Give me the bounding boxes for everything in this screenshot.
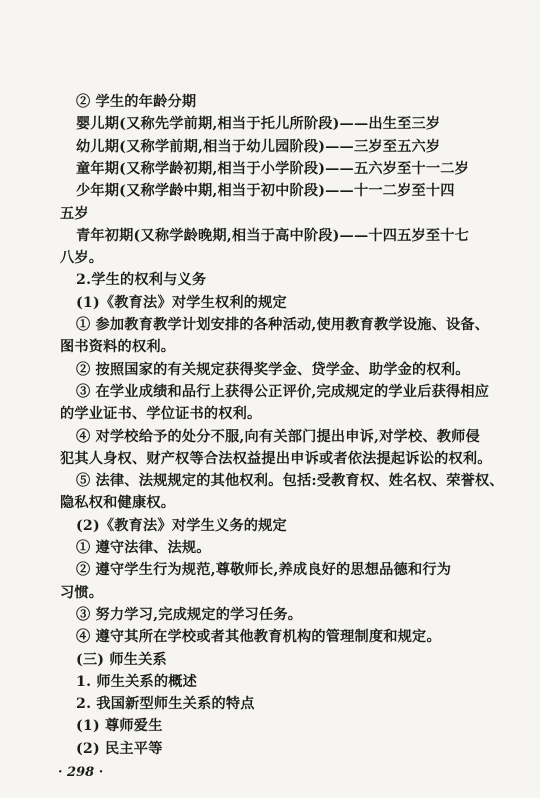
text-line: (1)《教育法》对学生权利的规定 — [76, 294, 287, 311]
text-line: 婴儿期(又称先学前期,相当于托儿所阶段)——出生至三岁 — [76, 116, 441, 133]
text-line: ③ 努力学习,完成规定的学习任务。 — [76, 606, 303, 623]
text-line: ④ 对学校给予的处分不服,向有关部门提出申诉,对学校、教师侵 — [76, 428, 480, 445]
text-line: 1. 师生关系的概述 — [76, 673, 198, 690]
text-line: 的学业证书、学位证书的权利。 — [60, 406, 262, 423]
text-line: 2.学生的权利与义务 — [76, 272, 207, 289]
text-line: 2. 我国新型师生关系的特点 — [76, 696, 255, 713]
page-number: · 298 · — [58, 765, 104, 780]
text-line: ② 按照国家的有关规定获得奖学金、贷学金、助学金的权利。 — [76, 361, 470, 378]
text-line: 八岁。 — [60, 250, 104, 267]
text-line: ① 参加教育教学计划安排的各种活动,使用教育教学设施、设备、 — [76, 317, 490, 333]
text-line: (2)《教育法》对学生义务的规定 — [76, 517, 287, 534]
text-line: 童年期(又称学龄初期,相当于小学阶段)——五六岁至十一二岁 — [76, 160, 470, 177]
text-line: 青年初期(又称学龄晚期,相当于高中阶段)——十四五岁至十七 — [76, 227, 470, 244]
text-line: ② 遵守学生行为规范,尊敬师长,养成良好的思想品德和行为 — [76, 562, 452, 579]
text-line: 幼儿期(又称学前期,相当于幼儿园阶段)——三岁至五六岁 — [76, 138, 441, 155]
text-line: ③ 在学业成绩和品行上获得公正评价,完成规定的学业后获得相应 — [76, 383, 490, 400]
text-line: ④ 遵守其所在学校或者其他教育机构的管理制度和规定。 — [76, 629, 441, 646]
text-line: (2) 民主平等 — [76, 740, 163, 757]
text-line: 犯其人身权、财产权等合法权益提出申诉或者依法提起诉讼的权利。 — [60, 450, 492, 467]
text-line: 隐私权和健康权。 — [60, 495, 176, 512]
text-line: 五岁 — [60, 205, 89, 222]
text-line: 少年期(又称学龄中期,相当于初中阶段)——十一二岁至十四 — [76, 183, 455, 200]
text-line: 图书资料的权利。 — [60, 339, 176, 356]
text-line: 习惯。 — [60, 584, 104, 601]
text-line: (1) 尊师爱生 — [76, 718, 163, 735]
text-line: ② 学生的年龄分期 — [76, 94, 197, 110]
section-heading: (三) 师生关系 — [76, 651, 167, 668]
text-line: ① 遵守法律、法规。 — [76, 540, 211, 556]
text-line: ⑤ 法律、法规规定的其他权利。包括:受教育权、姓名权、荣誉权、 — [76, 473, 504, 490]
